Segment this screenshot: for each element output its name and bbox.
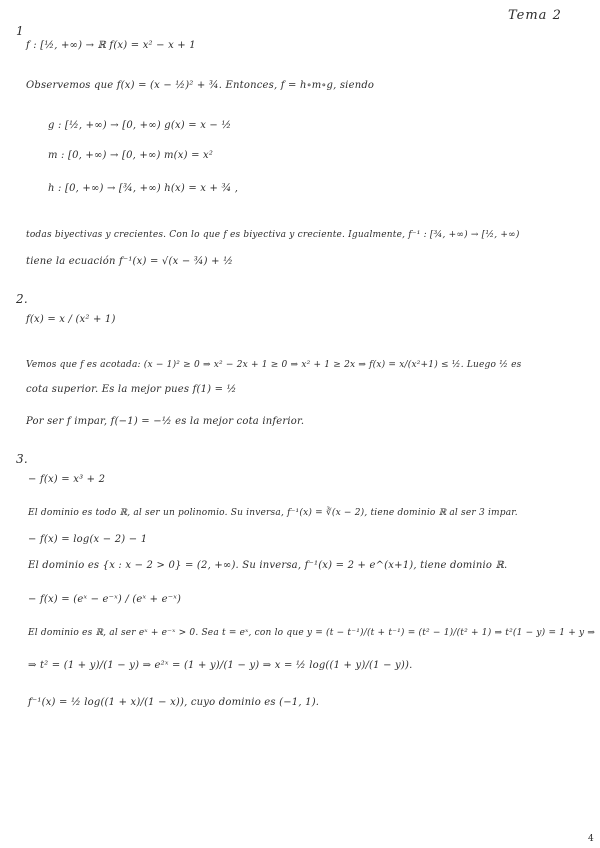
s1-line-2: Observemos que f(x) = (x − ½)² + ¾. Entonces, f = h∘m∘g, siendo — [26, 80, 375, 91]
s1-line-3: g : [½, +∞) → [0, +∞) g(x) = x − ½ — [48, 120, 232, 131]
s1-line-4: m : [0, +∞) → [0, +∞) m(x) = x² — [48, 150, 214, 161]
s2-line-3: cota superior. Es la mejor pues f(1) = ½ — [26, 384, 237, 395]
s2-line-2: Vemos que f es acotada: (x − 1)² ≥ 0 ⇒ x² − 2x + 1 ≥ 0 ⇒ x² + 1 ≥ 2x ⇒ f(x) = x/(x²+1) ≤ ½. Luego ½ es — [26, 360, 522, 370]
section-2-number: 2. — [16, 292, 28, 306]
s3-line-8: f⁻¹(x) = ½ log((1 + x)/(1 − x)), cuyo dominio es (−1, 1). — [28, 697, 320, 708]
s3-line-5: − f(x) = (eˣ − e⁻ˣ) / (eˣ + e⁻ˣ) — [28, 594, 182, 605]
s3-line-3: − f(x) = log(x − 2) − 1 — [28, 534, 148, 545]
s1-line-6: todas biyectivas y crecientes. Con lo que f es biyectiva y creciente. Igualmente, f⁻¹ : [¾, +∞) → [½, +∞) — [26, 230, 520, 240]
s3-line-2: El dominio es todo ℝ, al ser un polinomio. Su inversa, f⁻¹(x) = ∛(x − 2), tiene dominio ℝ al ser 3 impar. — [28, 508, 518, 518]
s1-line-1: f : [½, +∞) → ℝ f(x) = x² − x + 1 — [26, 40, 196, 51]
page-title: Tema 2 — [508, 8, 562, 23]
s2-line-1: f(x) = x / (x² + 1) — [26, 314, 116, 325]
s3-line-7: ⇒ t² = (1 + y)/(1 − y) ⇒ e²ˣ = (1 + y)/(1 − y) ⇒ x = ½ log((1 + y)/(1 − y)). — [28, 660, 413, 671]
s2-line-4: Por ser f impar, f(−1) = −½ es la mejor cota inferior. — [26, 416, 305, 427]
s3-line-6: El dominio es ℝ, al ser eˣ + e⁻ˣ > 0. Sea t = eˣ, con lo que y = (t − t⁻¹)/(t + t⁻¹) = (t² − 1)/(t² + 1) ⇒ t²(1 − y) = 1 + y ⇒ — [28, 628, 596, 638]
s1-line-5: h : [0, +∞) → [¾, +∞) h(x) = x + ¾ , — [48, 183, 239, 194]
s3-line-1: − f(x) = x³ + 2 — [28, 474, 106, 485]
section-1-number: 1 — [16, 24, 24, 38]
page-number: 4 — [588, 834, 594, 844]
s3-line-4: El dominio es {x : x − 2 > 0} = (2, +∞). Su inversa, f⁻¹(x) = 2 + e^(x+1), tiene dominio ℝ. — [28, 560, 508, 571]
section-3-number: 3. — [16, 452, 28, 466]
s1-line-7: tiene la ecuación f⁻¹(x) = √(x − ¾) + ½ — [26, 256, 234, 267]
